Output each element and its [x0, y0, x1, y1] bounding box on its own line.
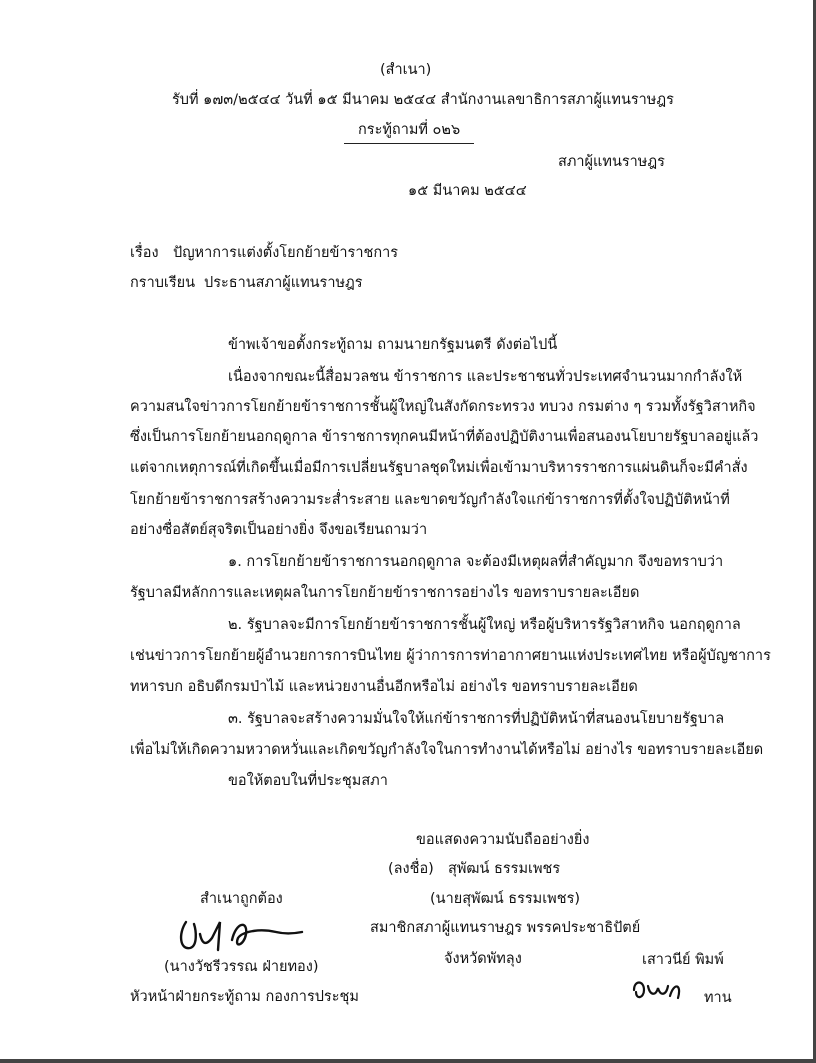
question-line: ทหารบก อธิบดีกรมป่าไม้ และหน่วยงานอื่นอีกหรือไม่ อย่างไร ขอทราบรายละเอียด: [130, 679, 638, 695]
province: จังหวัดพัทลุง: [444, 951, 522, 967]
typist-name: เสาวนีย์ พิมพ์: [642, 952, 724, 968]
document-date: ๑๕ มีนาคม ๒๕๔๔: [408, 183, 527, 199]
context-line: โยกย้ายข้าราชการสร้างความระส่ำระสาย และขาดขวัญกำลังใจแก่ข้าราชการที่ตั้งใจปฏิบัติหน้าที่: [130, 492, 730, 508]
member-position: สมาชิกสภาผู้แทนราษฎร พรรคประชาธิปัตย์: [370, 920, 641, 936]
context-line: ซึ่งเป็นการโยกย้ายนอกฤดูกาล ข้าราชการทุกคนมีหน้าที่ต้องปฏิบัติงานเพื่อสนองนโยบายรัฐบาลอยู่แล้ว: [130, 429, 759, 445]
context-line: เนื่องจากขณะนี้สื่อมวลชน ข้าราชการ และประชาชนทั่วประเทศจำนวนมากกำลังให้: [228, 369, 743, 385]
scan-border-bottom: [0, 1059, 816, 1063]
context-line: อย่างซื่อสัตย์สุจริตเป็นอย่างยิ่ง จึงขอเรียนถามว่า: [130, 522, 428, 538]
certifier-title: หัวหน้าฝ่ายกระทู้ถาม กองการประชุม: [130, 989, 359, 1005]
closing-request: ขอให้ตอบในที่ประชุมสภา: [228, 773, 388, 789]
signed-name: สุพัฒน์ ธรรมเพชร: [448, 861, 561, 877]
checker-initials-signature: [630, 972, 710, 1006]
intro-line: ข้าพเจ้าขอตั้งกระทู้ถาม ถามนายกรัฐมนตรี ดังต่อไปนี้: [228, 337, 558, 353]
question-line: ๑. การโยกย้ายข้าราชการนอกฤดูกาล จะต้องมีเหตุผลที่สำคัญมาก จึงขอทราบว่า: [228, 554, 724, 570]
checker-stamp-text: ทาน: [704, 990, 732, 1006]
office-name: สภาผู้แทนราษฎร: [558, 154, 665, 170]
subject-label: เรื่อง: [130, 245, 159, 261]
copy-mark: (สำเนา): [380, 62, 432, 78]
handwritten-signature: [172, 910, 312, 960]
addressee-text: ประธานสภาผู้แทนราษฎร: [204, 275, 363, 291]
context-line: ความสนใจข่าวการโยกย้ายข้าราชการชั้นผู้ใหญ่ในสังกัดกระทรวง ทบวง กรมต่าง ๆ รวมทั้งรัฐวิสาหกิจ: [130, 399, 756, 415]
question-line: ๓. รัฐบาลจะสร้างความมั่นใจให้แก่ข้าราชการที่ปฏิบัติหน้าที่สนองนโยบายรัฐบาล: [228, 711, 725, 727]
receipt-line: รับที่ ๑๗๓/๒๕๔๔ วันที่ ๑๕ มีนาคม ๒๕๔๔ สำนักงานเลขาธิการสภาผู้แทนราษฎร: [172, 92, 674, 108]
question-number-underline: [344, 143, 474, 144]
regards-line: ขอแสดงความนับถืออย่างยิ่ง: [416, 832, 590, 848]
certification-label: สำเนาถูกต้อง: [200, 891, 283, 907]
question-line: รัฐบาลมีหลักการและเหตุผลในการโยกย้ายข้าราชการอย่างไร ขอทราบรายละเอียด: [130, 585, 640, 601]
context-line: แต่จากเหตุการณ์ที่เกิดขึ้นเมื่อมีการเปลี่ยนรัฐบาลชุดใหม่เพื่อเข้ามาบริหารราชการแผ่นดินก็จะมีคำสั่ง: [130, 460, 748, 476]
question-number: กระทู้ถามที่ ๐๒๖: [358, 122, 461, 138]
certifier-name: (นางวัชรีวรรณ ฝ่ายทอง): [164, 959, 319, 975]
question-line: เพื่อไม่ให้เกิดความหวาดหวั่นและเกิดขวัญกำลังใจในการทำงานได้หรือไม่ อย่างไร ขอทราบรายละเอียด: [130, 742, 764, 758]
question-line: เช่นข่าวการโยกย้ายผู้อำนวยการการบินไทย ผู้ว่าการการท่าอากาศยานแห่งประเทศไทย หรือผู้บัญชาการ: [130, 648, 771, 664]
addressee-label: กราบเรียน: [130, 275, 196, 291]
question-line: ๒. รัฐบาลจะมีการโยกย้ายข้าราชการชั้นผู้ใหญ่ หรือผู้บริหารรัฐวิสาหกิจ นอกฤดูกาล: [228, 617, 741, 633]
signed-label: (ลงชื่อ): [388, 861, 434, 877]
full-name: (นายสุพัฒน์ ธรรมเพชร): [430, 891, 581, 907]
subject-text: ปัญหาการแต่งตั้งโยกย้ายข้าราชการ: [173, 245, 399, 261]
